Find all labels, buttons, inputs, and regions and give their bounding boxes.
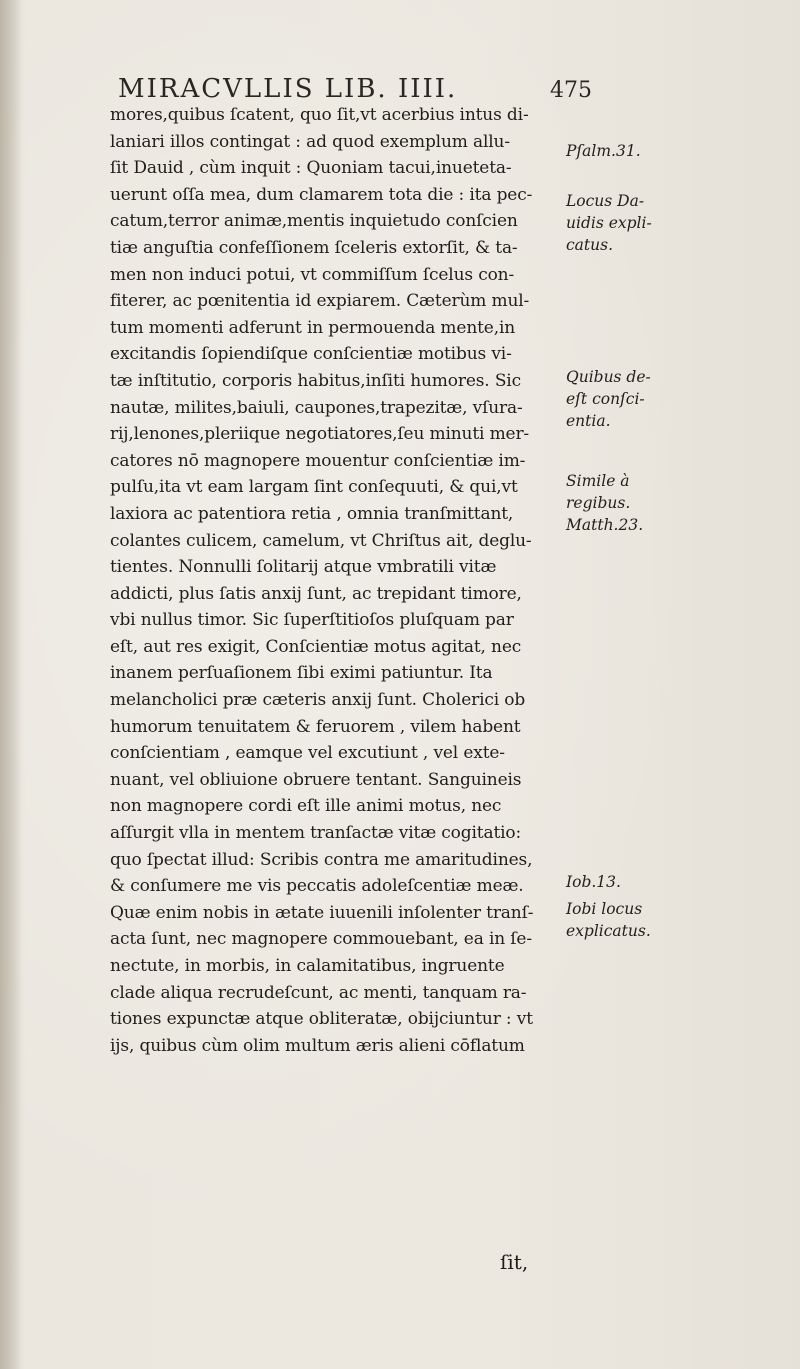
text-line: laxiora ac patentiora retia , omnia tranſmittant, xyxy=(110,503,514,524)
text-line: men non induci potui, vt commiſſum ſcelus con- xyxy=(110,264,515,285)
margin-note-line: Iob.13. xyxy=(566,873,621,891)
text-line: humorum tenuitatem & feruorem , vilem habent xyxy=(110,716,521,737)
text-line: inanem perſuaſionem ſibi eximi patiuntur. Ita xyxy=(110,663,493,684)
text-line: eſt, aut res exigit, Conſcientiæ motus agitat, nec xyxy=(110,636,522,657)
text-line: mores,quibus ſcatent, quo ſit,vt acerbius intus di- xyxy=(110,105,529,125)
text-line: uerunt oſſa mea, dum clamarem tota die : ita pec- xyxy=(110,184,533,205)
body-text xyxy=(110,102,560,1059)
margin-note-line: Quibus de- xyxy=(566,368,651,386)
text-line: aſſurgit vlla in mentem tranſactæ vitæ cogitatio: xyxy=(110,823,522,844)
margin-note-line: eſt conſci- xyxy=(566,390,645,408)
text-line: pulſu,ita vt eam largam ſint conſequuti, & qui,vt xyxy=(110,477,518,498)
text-line: acta ſunt, nec magnopere commouebant, ea in ſe- xyxy=(110,929,532,950)
text-line: colantes culicem, camelum, vt Chriſtus ait, deglu- xyxy=(110,530,532,551)
text-line: rij,lenones,pleriique negotiatores,ſeu minuti mer- xyxy=(110,424,530,445)
margin-note xyxy=(566,470,643,536)
text-line: catores nō magnopere mouentur conſcientiæ im- xyxy=(110,450,526,471)
text-line: nautæ, milites,baiuli, caupones,trapezitæ, vſura- xyxy=(110,397,523,418)
text-line: laniari illos contingat : ad quod exemplum allu- xyxy=(110,131,510,152)
margin-note-line: Iobi locus xyxy=(566,900,643,918)
text-line: addicti, plus ſatis anxij ſunt, ac trepidant timore, xyxy=(110,583,522,604)
text-line: conſcientiam , eamque vel excutiunt , vel exte- xyxy=(110,743,505,764)
text-line: tum momenti adferunt in permouenda mente,in xyxy=(110,317,516,338)
margin-note xyxy=(566,140,641,162)
text-line: nectute, in morbis, in calamitatibus, ingruente xyxy=(110,956,505,976)
text-line: melancholici præ cæteris anxij ſunt. Cholerici ob xyxy=(110,690,526,711)
margin-note xyxy=(566,190,652,256)
text-line: excitandis ſopiendiſque conſcientiæ motibus vi- xyxy=(110,344,512,365)
text-line: catum,terror animæ,mentis inquietudo conſcien xyxy=(110,211,518,232)
text-line: vbi nullus timor. Sic ſuperſtitioſos pluſquam par xyxy=(110,610,514,631)
text-line: tientes. Nonnulli ſolitarij atque vmbratili vitæ xyxy=(110,557,497,578)
text-line: Quæ enim nobis in ætate iuuenili inſolenter tranſ- xyxy=(110,902,534,923)
text-line: tæ inſtitutio, corporis habitus,inſiti humores. Sic xyxy=(110,370,521,391)
text-line: quo ſpectat illud: Scribis contra me amaritudines, xyxy=(110,849,533,870)
margin-note-line: Pſalm.31. xyxy=(566,142,641,160)
margin-note-line: uidis expli- xyxy=(566,214,652,232)
text-line: fiterer, ac pœnitentia id expiarem. Cæterùm mul- xyxy=(110,291,530,312)
margin-note-line: explicatus. xyxy=(566,922,651,940)
margin-note xyxy=(566,366,651,432)
margin-note-line: entia. xyxy=(566,412,611,430)
text-line: clade aliqua recrudeſcunt, ac menti, tanquam ra- xyxy=(110,982,527,1003)
catchword: ſit, xyxy=(500,1250,529,1274)
text-line: & conſumere me vis peccatis adoleſcentiæ meæ. xyxy=(110,876,524,897)
margin-note xyxy=(566,898,651,942)
margin-note-line: catus. xyxy=(566,236,614,254)
text-line: tiæ anguſtia confeſſionem ſceleris extorſit, & ta- xyxy=(110,237,518,258)
margin-note-line: Simile à xyxy=(566,472,630,490)
text-line: non magnopere cordi eſt ille animi motus, nec xyxy=(110,796,502,817)
page-fold-shadow xyxy=(0,0,22,1369)
text-line: ſit Dauid , cùm inquit : Quoniam tacui,inueteta- xyxy=(110,158,512,179)
margin-note-line: Matth.23. xyxy=(566,516,644,534)
text-line: ijs, quibus cùm olim multum æris alieni cōflatum xyxy=(110,1035,525,1056)
text-line: tiones expunctæ atque obliteratæ, obijciuntur : vt xyxy=(110,1009,533,1030)
margin-note-line: Locus Da- xyxy=(566,192,645,210)
text-line: nuant, vel obliuione obruere tentant. Sanguineis xyxy=(110,769,522,790)
margin-note xyxy=(566,871,621,893)
page-number: 475 xyxy=(550,78,592,103)
running-title: MIRACVLLIS LIB. IIII. xyxy=(118,74,458,104)
margin-note-line: regibus. xyxy=(566,494,631,512)
